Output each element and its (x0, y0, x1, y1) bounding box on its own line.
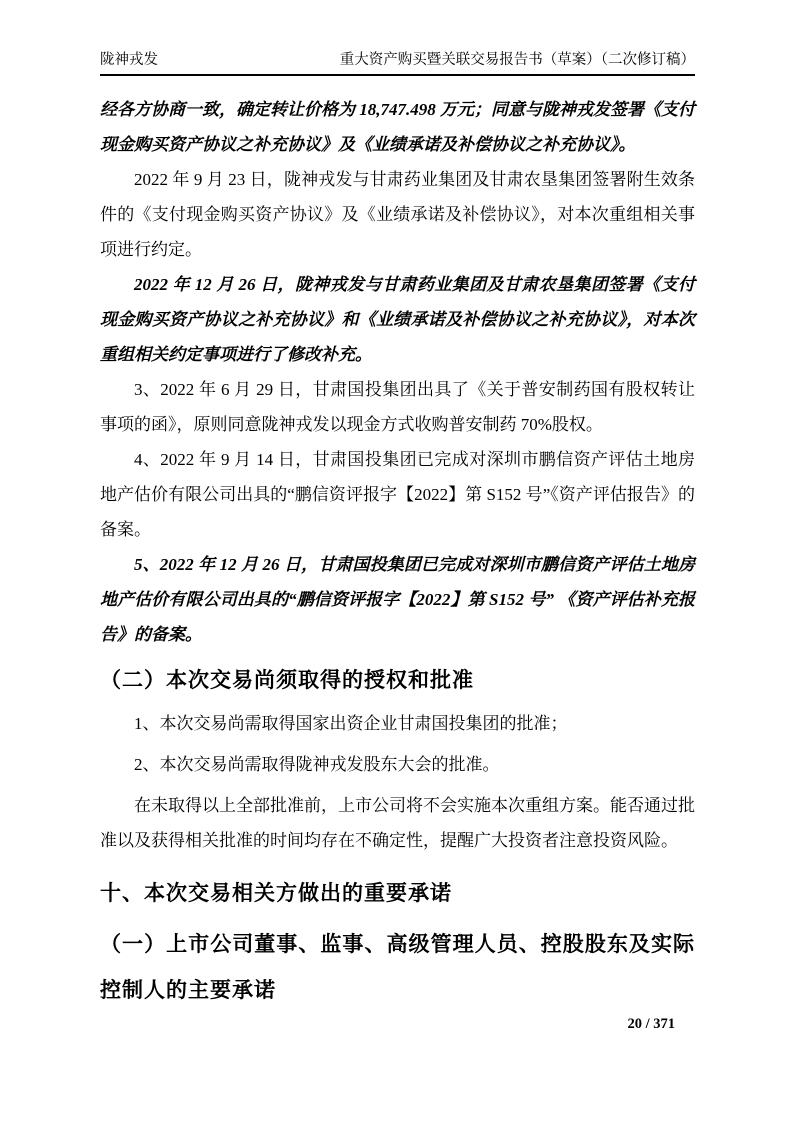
document-body (100, 92, 695, 1014)
paragraph-transfer-price: 经各方协商一致，确定转让价格为 18,747.498 万元；同意与陇神戎发签署《支付现金购买资产协议之补充协议》及《业绩承诺及补偿协议之补充协议》。 (100, 100, 695, 154)
paragraph-agreement-2022-09-23: 2022 年 9 月 23 日，陇神戎发与甘肃药业集团及甘肃农垦集团签署附生效条件的《支付现金购买资产协议》及《业绩承诺及补偿协议》，对本次重组相关事项进行约定。 (100, 170, 695, 259)
header-report-title: 重大资产购买暨关联交易报告书（草案）（二次修订稿） (339, 52, 695, 68)
page-header (100, 50, 695, 76)
paragraph-item-3-letter: 3、2022 年 6 月 29 日，甘肃国投集团出具了《关于普安制药国有股权转让事项的函》，原则同意陇神戎发以现金方式收购普安制药 70%股权。 (100, 380, 695, 434)
paragraph-supplement-2022-12-26: 2022 年 12 月 26 日，陇神戎发与甘肃药业集团及甘肃农垦集团签署《支付现金购买资产协议之补充协议》和《业绩承诺及补偿协议之补充协议》，对本次重组相关约定事项进行了修改补充。 (100, 275, 695, 364)
page-number: 20 / 371 (627, 1016, 675, 1032)
section-heading-authorizations: （二）本次交易尚须取得的授权和批准 (100, 669, 474, 692)
paragraph-approval-risk-note: 在未取得以上全部批准前，上市公司将不会实施本次重组方案。能否通过批准以及获得相关批准的时间均存在不确定性，提醒广大投资者注意投资风险。 (100, 796, 695, 850)
header-company-name: 陇神戎发 (100, 52, 158, 68)
section-heading-main-commitments: （一）上市公司董事、监事、高级管理人员、控股股东及实际控制人的主要承诺 (100, 933, 695, 1002)
paragraph-item-4-appraisal-filing: 4、2022 年 9 月 14 日，甘肃国投集团已完成对深圳市鹏信资产评估土地房地产估价有限公司出具的“鹏信资评报字【2022】第 S152 号”《资产评估报告》的备案。 (100, 450, 695, 539)
paragraph-approval-item-2: 2、本次交易尚需取得陇神戎发股东大会的批准。 (134, 755, 500, 774)
section-heading-important-commitments: 十、本次交易相关方做出的重要承诺 (100, 882, 452, 905)
paragraph-approval-item-1: 1、本次交易尚需取得国家出资企业甘肃国投集团的批准； (134, 714, 568, 733)
paragraph-item-5-supplement-filing: 5、2022 年 12 月 26 日，甘肃国投集团已完成对深圳市鹏信资产评估土地房地产估价有限公司出具的“鹏信资评报字【2022】第 S152 号” 《资产评估补充报告》的备案。 (100, 555, 695, 644)
